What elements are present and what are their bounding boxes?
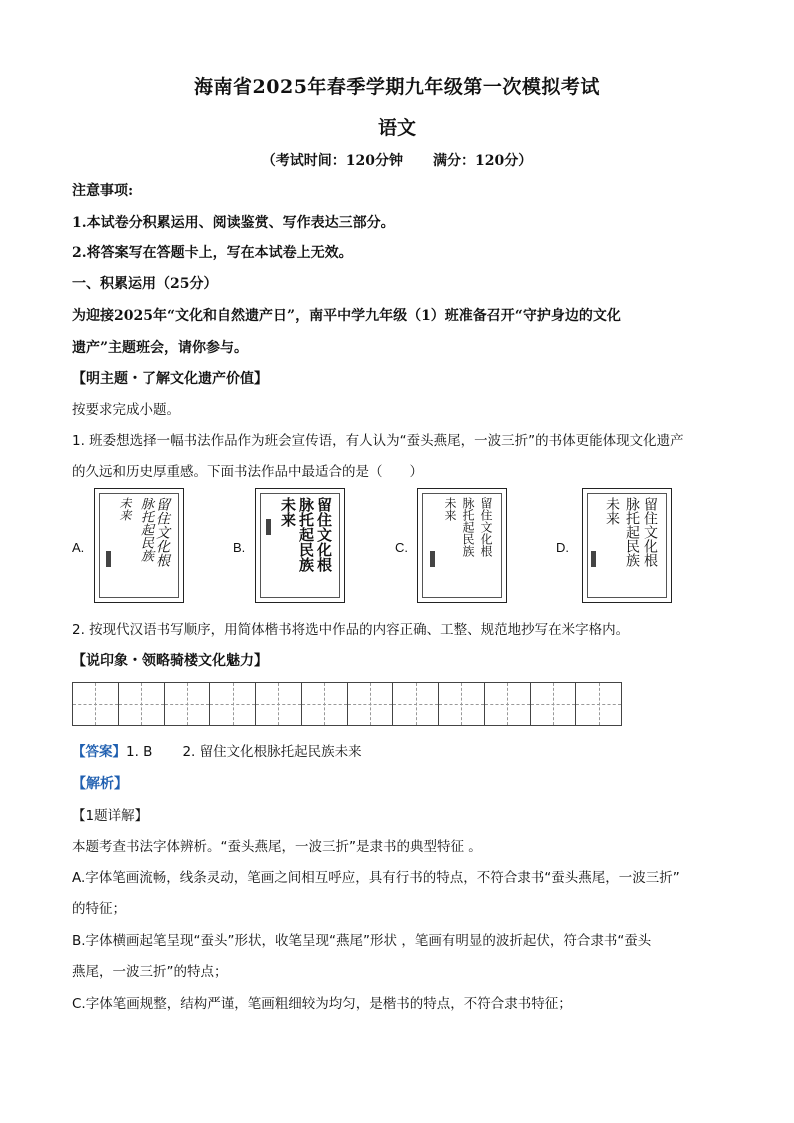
calligraphy-image <box>255 488 345 603</box>
notes-heading: 注意事项: <box>72 183 134 199</box>
calligraphy-column: 留住文化根 <box>154 497 170 567</box>
theme-heading-2: 【说印象・领略骑楼文化魅力】 <box>72 653 268 669</box>
calligraphy-image <box>94 488 184 603</box>
question-1-line-1: 1. 班委想选择一幅书法作品作为班会宣传语，有人认为“蚕头燕尾，一波三折”的书体更能体现文化遗产 <box>72 433 684 449</box>
analysis-a-line-2: 的特征； <box>72 901 126 917</box>
calligraphy-column: 脉托起民族 <box>297 497 315 572</box>
analysis-label: 【解析】 <box>72 776 128 792</box>
grid-cell[interactable] <box>531 683 577 725</box>
theme-heading-1: 【明主题・了解文化遗产价值】 <box>72 371 268 387</box>
analysis-b-line-1: B.字体横画起笔呈现“蚕头”形状，收笔呈现“燕尾”形状 ，笔画有明显的波折起伏，符合隶书“蚕头 <box>72 933 652 949</box>
exam-time: （考试时间：120分钟 <box>261 153 403 169</box>
intro-line-2: 遗产”主题班会，请你参与。 <box>72 340 249 356</box>
grid-cell[interactable] <box>165 683 211 725</box>
grid-cell[interactable] <box>393 683 439 725</box>
seal-stamp <box>430 551 435 567</box>
notes-item-2: 2.将答案写在答题卡上，写在本试卷上无效。 <box>72 245 353 261</box>
calligraphy-column: 留住文化根 <box>642 497 658 567</box>
calligraphy-column: 脉托起民族 <box>624 497 640 567</box>
notes-item-1: 1.本试卷分积累运用、阅读鉴赏、写作表达三部分。 <box>72 215 395 231</box>
full-score: 满分：120分） <box>433 153 533 169</box>
grid-cell[interactable] <box>439 683 485 725</box>
calligraphy-column: 未来 <box>604 497 620 525</box>
grid-cell[interactable] <box>576 683 621 725</box>
analysis-b-line-2: 燕尾，一波三折”的特点； <box>72 964 228 980</box>
intro-line-1: 为迎接2025年“文化和自然遗产日”，南平中学九年级（1）班准备召开“守护身边的文化 <box>72 308 621 324</box>
analysis-c-line-1: C.字体笔画规整，结构严谨，笔画粗细较为均匀，是楷书的特点，不符合隶书特征； <box>72 996 572 1012</box>
option-label: A. <box>72 540 85 555</box>
calligraphy-image <box>417 488 507 603</box>
grid-cell[interactable] <box>119 683 165 725</box>
grid-cell[interactable] <box>348 683 394 725</box>
answer-q1: 1. B <box>126 744 153 760</box>
option-label: C. <box>395 540 408 555</box>
calligraphy-column: 未来 <box>118 497 132 521</box>
grid-cell[interactable] <box>302 683 348 725</box>
calligraphy-column: 脉托起民族 <box>138 497 153 562</box>
question-2: 2. 按现代汉语书写顺序，用简体楷书将选中作品的内容正确、工整、规范地抄写在米字格内。 <box>72 622 630 638</box>
seal-stamp <box>106 551 111 567</box>
mizige-grid[interactable] <box>72 682 622 726</box>
subject-title: 语文 <box>377 117 416 139</box>
exam-info <box>0 150 794 170</box>
calligraphy-image <box>582 488 672 603</box>
detail-heading: 【1题详解】 <box>72 808 149 824</box>
calligraphy-column: 未来 <box>443 497 457 521</box>
page-title: 海南省2025年春季学期九年级第一次模拟考试 <box>194 76 600 98</box>
answer-q2: 2. 留住文化根脉托起民族未来 <box>182 744 362 760</box>
seal-stamp <box>591 551 596 567</box>
calligraphy-column: 未来 <box>279 497 297 527</box>
instruction: 按要求完成小题。 <box>72 402 180 418</box>
grid-cell[interactable] <box>485 683 531 725</box>
calligraphy-column: 留住文化根 <box>315 497 333 572</box>
analysis-paragraph: 本题考查书法字体辨析。“蚕头燕尾，一波三折”是隶书的典型特征 。 <box>72 839 482 855</box>
analysis-a-line-1: A.字体笔画流畅，线条灵动，笔画之间相互呼应，具有行书的特点，不符合隶书“蚕头燕尾，一波三折” <box>72 870 680 886</box>
calligraphy-column: 脉托起民族 <box>461 497 475 557</box>
grid-cell[interactable] <box>73 683 119 725</box>
calligraphy-column: 留住文化根 <box>479 497 493 557</box>
seal-stamp <box>266 519 271 535</box>
question-1-line-2: 的久远和历史厚重感。下面书法作品中最适合的是（ ） <box>72 464 423 480</box>
answer-line <box>72 742 732 762</box>
answer-label: 【答案】 <box>72 744 126 760</box>
grid-cell[interactable] <box>210 683 256 725</box>
option-label: B. <box>233 540 246 555</box>
grid-cell[interactable] <box>256 683 302 725</box>
option-label: D. <box>556 540 569 555</box>
section-heading: 一、积累运用（25分） <box>72 276 218 292</box>
